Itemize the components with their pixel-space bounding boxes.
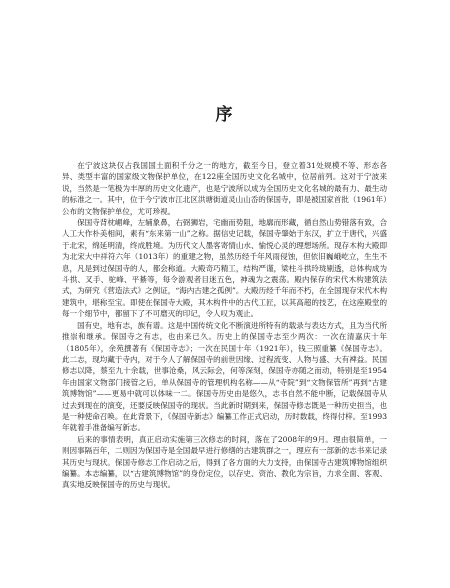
paragraph: 在宁波这块仅占我国国土面积千分之一的地方，截至今日，登立着31处规模不等、形态各异、类型丰富的国家级文物保护单位，在122座全国历史文化名城中，位居前列。这对于宁波来说，当然是一笔极为丰厚的历史文化遗产，也是宁波所以成为全国历史文化名城的最有力、最生动的标准之一。其中，位于今宁波市江北区洪塘街道灵山山岙的保国寺，即是被国家首批（1961年）公布的文物保护单位，尤可珍视。 bbox=[62, 161, 387, 216]
paragraph: 国有史，地有志，族有谱。这是中国传统文化不断演进所特有的载录与表达方式，且为当代所推崇和继承。保国寺之有志，也由来已久。历史上的保国寺志至少两次：一次在清嘉庆十年（1805年），余苑撰著有《保国寺志》；一次在民国十年（1921年），钱三照重纂《保国寺志》。此二志，现均藏于寺内，对于今人了解保国寺的前世因缘、过程流变、人物与盛、大有裨益。民国修志以降，蔡至九十余载，世事沧桑，风云际会，何等深刻，保国寺亦随之而动，特别是至1954年由国家文物部门接管之后，单从保国寺的管理机构名称——从“寺院”到“文物保管所”再到“古建筑博物馆”——更易中就可以体味一二。保国寺历史由是悠久，志书自然不能中断，记载保国寺从过去到现在的演变，还要反映保国寺的现状。当此新时期到来，保国寺修志既是一种历史担当，也是一种使命召唤。在此背景下，《保国寺新志》编纂工作正式启动，历时数载，终得付梓。至1993年就着手准备编写新志。 bbox=[62, 320, 387, 433]
body-text bbox=[62, 160, 387, 491]
page-title: 序 bbox=[215, 105, 235, 125]
paragraph: 后来的事情表明，真正启动实施第三次修志的时间，落在了2008年的9月。理由很简单，一则因事隔百年，二则因为保国寺是全国最早进行修缮的古建筑群之一，理应有一部新的志书来记录其历史与现状。保国寺修志工作启动之后，得到了各方面的大力支持，由保国寺古建筑博物馆组织编纂。本志编纂，以“古建筑博物馆”的身份定位，以存史、资治、教化为宗旨，力求全面、客观、真实地反映保国寺的历史与现状。 bbox=[62, 434, 387, 490]
paragraph: 保国寺背枕嵋峰，左辅象鼻，右弼狮岩，宅幽而势阻，地廓而形藏，循自然山势错落有致，合人工大作朴美相间，素有“东来第一山”之称。据信史记载，保国寺肇始于东汉，扩立于唐代，兴盛于北宋，绵延明清，终成胜境。为历代文人墨客寄情山水、愉悦心灵的理想场所。现存木构大殿即为北宋大中祥符六年（1013年）的重建之物，虽然历经千年风雨侵蚀，但依旧巍峨屹立，生生不息，凡是到过保国寺的人，都会称道。大殿奇巧精工，结构严谨，梁柱斗拱玲珑剔透，总体构成为斗拱、叉手、驼峰、平綦等，每令游观者目迷五色，神魂为之震荡。殿内保存的宋代木构建筑法式，为研究《营造法式》之例证，“海内古建之孤例”。大殿历经千年而不朽，在全国现存宋代木构建筑中，堪称至宝。即使在保国寺大殿，其木构件中的古代工匠，以其高超的技艺，在这座殿堂的每一个细节中，都留下了不可磨灭的印记，令人叹为观止。 bbox=[62, 218, 387, 319]
